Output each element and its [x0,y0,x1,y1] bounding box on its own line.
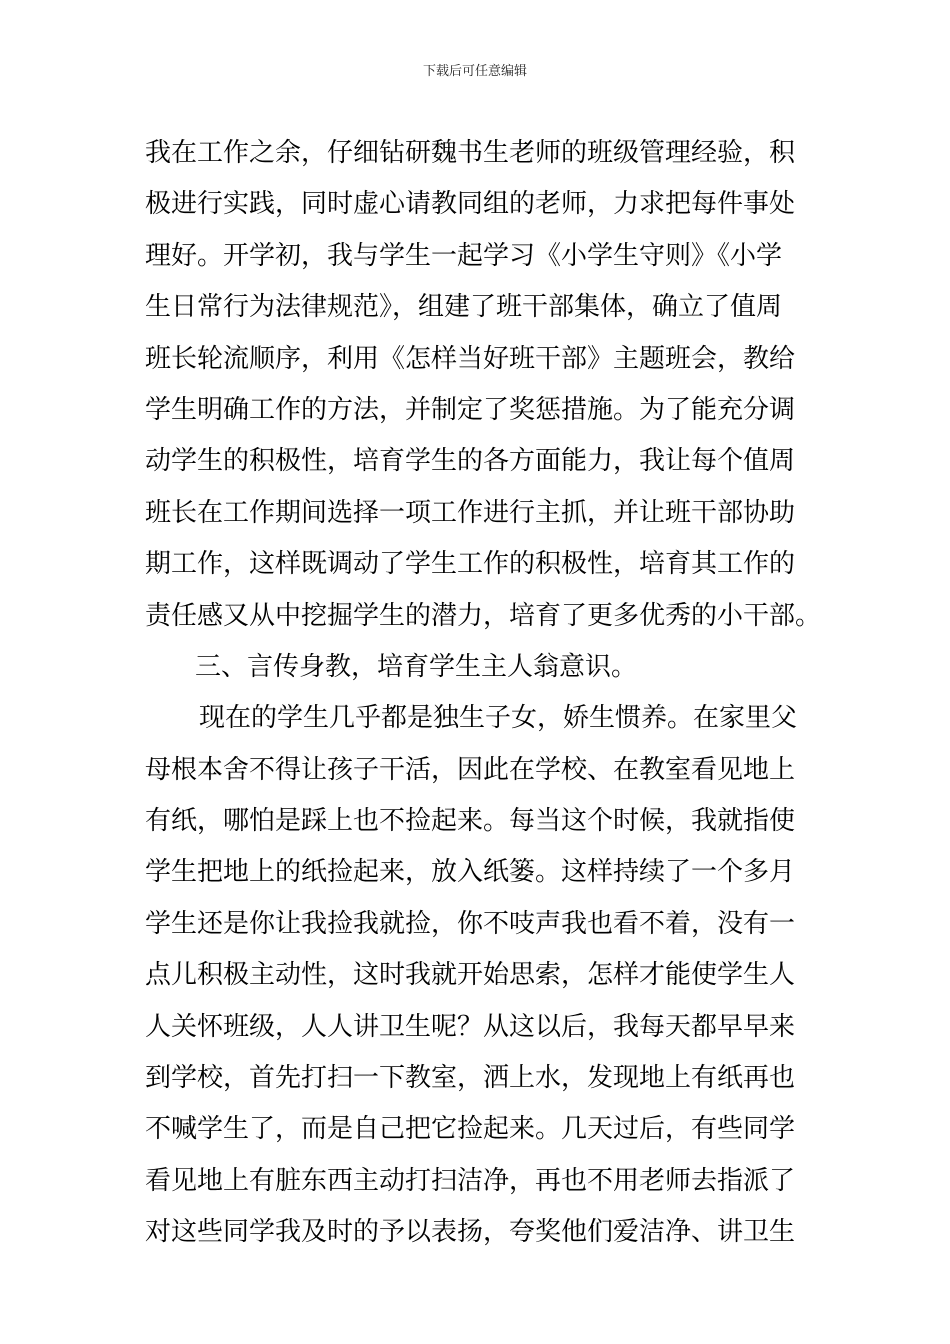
text-line: 学生还是你让我捡我就捡，你不吱声我也看不着，没有一 [145,908,796,939]
section-heading: 三、言传身教，培育学生主人翁意识。 [195,651,638,682]
text-line: 不喊学生了，而是自己把它捡起来。几天过后，有些同学 [145,1114,796,1145]
text-line: 生日常行为法律规范》，组建了班干部集体，确立了值周 [145,292,783,323]
text-line: 极进行实践，同时虚心请教同组的老师，力求把每件事处 [145,189,796,220]
text-line: 到学校，首先打扫一下教室，洒上水，发现地上有纸再也 [145,1063,796,1094]
text-line: 期工作，这样既调动了学生工作的积极性，培育其工作的 [145,549,796,580]
text-line: 动学生的积极性，培育学生的各方面能力，我让每个值周 [145,446,796,477]
text-line: 我在工作之余，仔细钻研魏书生老师的班级管理经验，积 [145,138,796,168]
text-line: 对这些同学我及时的予以表扬，夸奖他们爱洁净、讲卫生 [145,1217,796,1248]
text-line: 学生把地上的纸捡起来，放入纸篓。这样持续了一个多月 [145,857,796,888]
text-line: 点儿积极主动性，这时我就开始思索，怎样才能使学生人 [145,960,796,991]
text-line: 理好。开学初，我与学生一起学习《小学生守则》《小学 [145,240,783,271]
text-line: 责任感又从中挖掘学生的潜力，培育了更多优秀的小干部。 [145,600,822,631]
text-line: 看见地上有脏东西主动打扫洁净，再也不用老师去指派了 [145,1165,796,1196]
text-line: 班长轮流顺序，利用《怎样当好班干部》主题班会，教给 [145,343,796,374]
text-line: 人关怀班级，人人讲卫生呢？从这以后，我每天都早早来 [145,1011,796,1042]
page-header: 下载后可任意编辑 [422,64,527,79]
text-line: 母根本舍不得让孩子干活，因此在学校、在教室看见地上 [145,754,796,785]
text-line: 有纸，哪怕是踩上也不捡起来。每当这个时候，我就指使 [145,806,796,837]
document-body [145,128,822,1259]
text-line: 学生明确工作的方法，并制定了奖惩措施。为了能充分调 [145,394,796,425]
paragraph-first-line: 现在的学生几乎都是独生子女，娇生惯养。在家里父 [199,703,798,734]
text-line: 班长在工作期间选择一项工作进行主抓，并让班干部协助 [145,497,796,528]
